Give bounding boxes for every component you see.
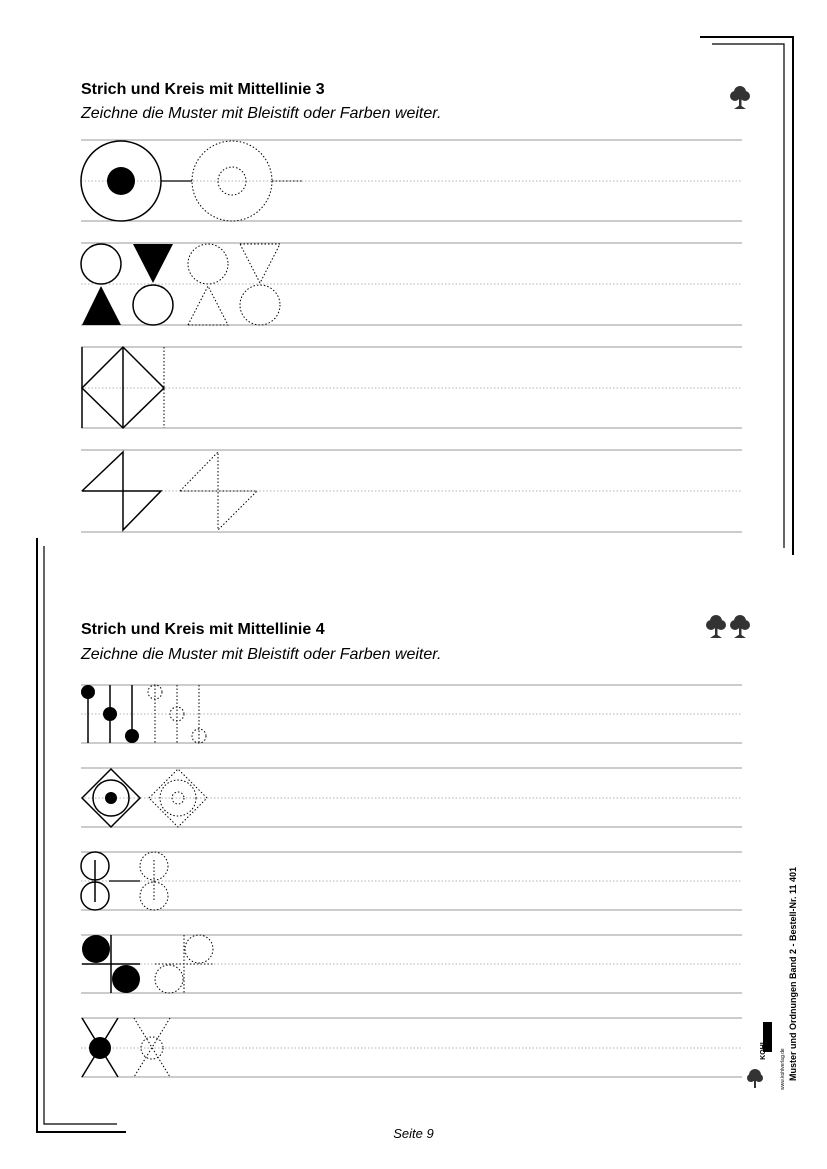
row9-pattern	[82, 1018, 170, 1077]
publisher-name: KOHL	[760, 1040, 767, 1060]
publisher-website: www.kohlverlag.de	[780, 1048, 786, 1090]
side-label: Muster und Ordnungen Band 2 - Bestell-Nr. 11 401	[788, 866, 798, 1081]
section1-subtitle: Zeichne die Muster mit Bleistift oder Farben weiter.	[81, 105, 442, 122]
section2-subtitle: Zeichne die Muster mit Bleistift oder Farben weiter.	[81, 646, 442, 663]
section2-title: Strich und Kreis mit Mittellinie 4	[81, 621, 325, 638]
section1-title: Strich und Kreis mit Mittellinie 3	[81, 81, 325, 98]
page-number: Seite 9	[393, 1126, 434, 1141]
